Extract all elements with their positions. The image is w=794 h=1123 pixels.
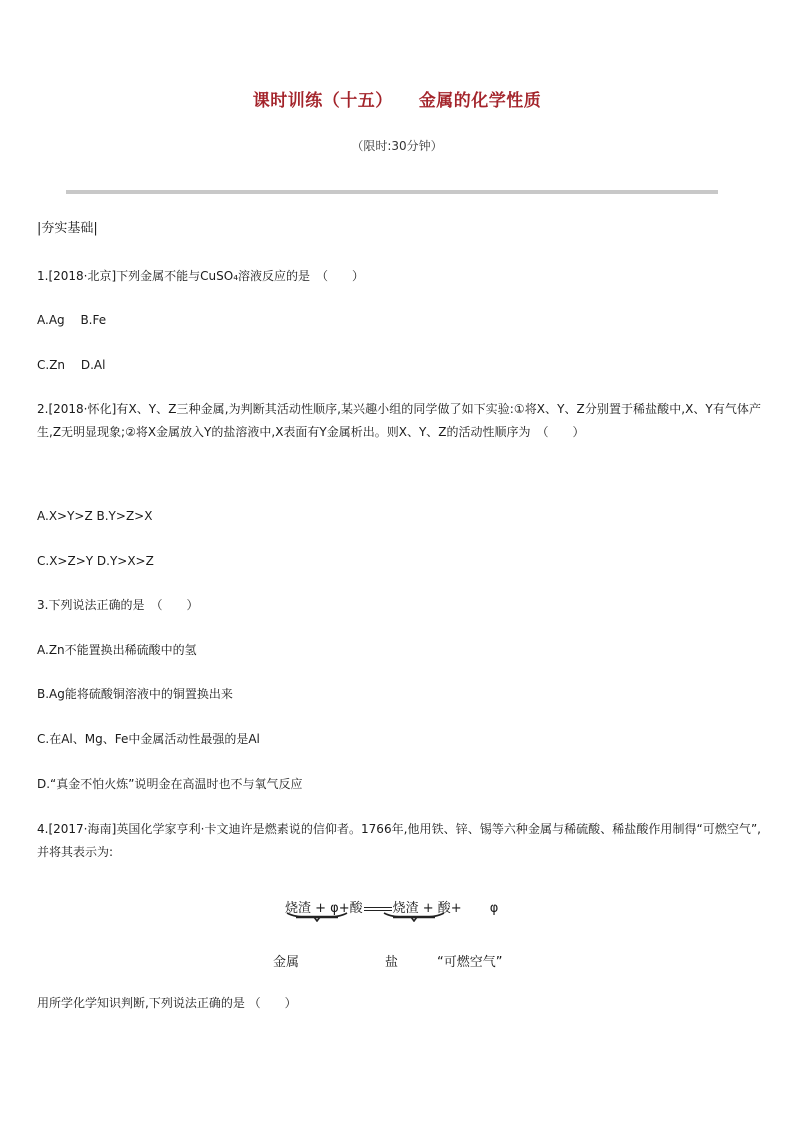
q1-options-row2: C.Zn D.Al — [37, 358, 106, 372]
title-lesson: 课时训练（十五） — [252, 91, 393, 111]
brace-salt-icon — [383, 912, 445, 922]
equation-phi: φ — [489, 901, 499, 916]
q3-option-b: B.Ag能将硫酸铜溶液中的铜置换出来 — [37, 687, 233, 701]
section-heading: |夯实基础| — [37, 221, 98, 236]
label-metal: 金属 — [273, 955, 300, 970]
q2-options-row2: C.X>Z>Y D.Y>X>Z — [37, 554, 154, 568]
label-flammable-air: “可燃空气” — [437, 955, 503, 970]
page-title — [0, 86, 794, 111]
q1-options-row1: A.Ag B.Fe — [37, 313, 107, 327]
q4-stem: 4.[2017·海南]英国化学家亨利·卡文迪许是燃素说的信仰者。1766年,他用铁、锌、锡等六种金属与稀硫酸、稀盐酸作用制得“可燃空气”,并将其表示为: — [37, 822, 761, 859]
q3-option-d: D.“真金不怕火炼”说明金在高温时也不与氧气反应 — [37, 777, 303, 791]
q2-stem: 2.[2018·怀化]有X、Y、Z三种金属,为判断其活动性顺序,某兴趣小组的同学做了如下实验:①将X、Y、Z分别置于稀盐酸中,X、Y有气体产生,Z无明显现象;②将X金属放入Y的盐溶液中,X表面有Y金属析出。则X、Y、Z的活动性顺序为 （ ） — [37, 402, 761, 439]
q1-stem: 1.[2018·北京]下列金属不能与CuSO₄溶液反应的是 （ ） — [37, 269, 365, 283]
equation-right: 烧渣 + 酸+ — [392, 901, 462, 916]
q3-option-c: C.在Al、Mg、Fe中金属活动性最强的是Al — [37, 732, 260, 746]
q4-followup: 用所学化学知识判断,下列说法正确的是 （ ） — [37, 996, 297, 1010]
equation-equals-sign — [364, 907, 392, 911]
q2-options-row1: A.X>Y>Z B.Y>Z>X — [37, 509, 153, 523]
label-salt: 盐 — [385, 955, 399, 970]
equation-left: 烧渣 + φ+酸 — [285, 901, 363, 916]
time-limit: （限时:30分钟） — [351, 139, 443, 153]
q3-stem: 3.下列说法正确的是 （ ） — [37, 598, 199, 612]
brace-metal-icon — [286, 912, 348, 922]
q3-option-a: A.Zn不能置换出稀硫酸中的氢 — [37, 643, 197, 657]
header-divider — [66, 190, 718, 194]
title-topic: 金属的化学性质 — [418, 91, 542, 111]
